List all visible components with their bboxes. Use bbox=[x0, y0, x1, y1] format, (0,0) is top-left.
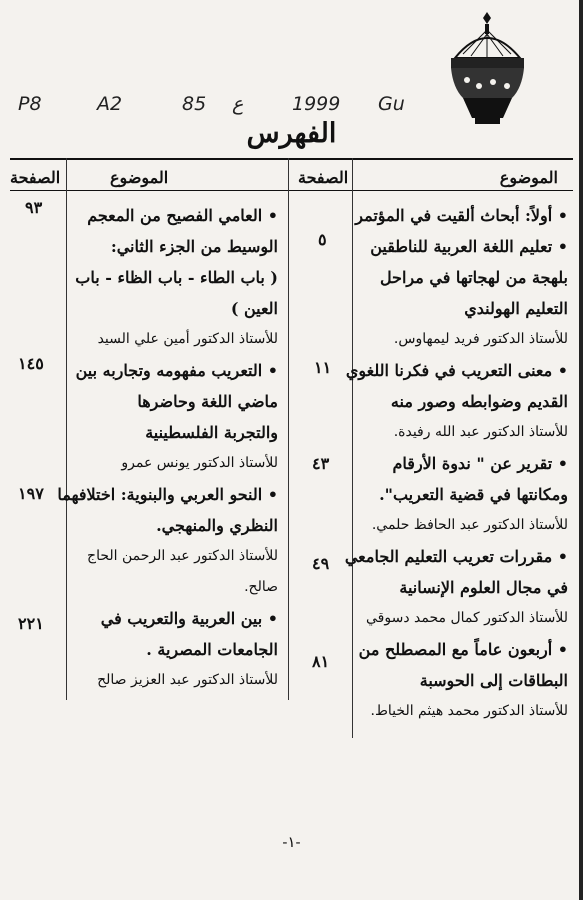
entry-author: للأستاذ الدكتور عبد الرحمن الحاج صالح. bbox=[87, 548, 278, 595]
entry-title-line: • تقرير عن " ندوة الأرقام bbox=[392, 454, 568, 473]
entry-title-line: ( باب الطاء - باب الظاء - باب bbox=[75, 268, 278, 287]
header-rule bbox=[10, 190, 573, 191]
entry-title-line: • معنى التعريب في فكرنا اللغوي bbox=[345, 361, 568, 380]
entry-title-line: في مجال العلوم الإنسانية bbox=[399, 578, 568, 597]
entry-title-line: • أربعون عاماً مع المصطلح من bbox=[358, 640, 568, 659]
entry-page-number: ٨١ bbox=[312, 652, 330, 671]
entry-title-line: بلهجة من لهجاتها في مراحل bbox=[379, 268, 568, 287]
header-page-left: الصفحة bbox=[10, 168, 61, 187]
entry-author: للأستاذ الدكتور كمال محمد دسوقي bbox=[366, 610, 568, 626]
handwritten-mark: 1999 bbox=[292, 93, 341, 115]
entry-author: للأستاذ الدكتور يونس عمرو bbox=[121, 455, 278, 471]
toc-entry bbox=[75, 200, 278, 355]
handwritten-mark: Gu bbox=[378, 93, 405, 115]
emblem-logo bbox=[445, 8, 530, 133]
toc-entry bbox=[350, 634, 568, 727]
entry-title-line: • مقررات تعريب التعليم الجامعي bbox=[344, 547, 568, 566]
handwritten-mark: A2 bbox=[97, 93, 123, 115]
toc-entry bbox=[350, 448, 568, 541]
header-topic-left: الموضوع bbox=[110, 168, 169, 187]
left-page-divider bbox=[66, 158, 67, 700]
entry-title-line: العين ) bbox=[230, 299, 278, 318]
entry-author: للأستاذ الدكتور عبد الله رفيدة. bbox=[393, 424, 568, 440]
toc-entry bbox=[75, 355, 278, 479]
entry-author: للأستاذ الدكتور عبد العزيز صالح bbox=[97, 672, 278, 688]
entry-page-number: ٤٣ bbox=[312, 454, 330, 473]
entry-title-line: ماضي اللغة وحاضرها bbox=[137, 392, 278, 411]
handwritten-mark: 85 bbox=[182, 93, 207, 115]
entry-title-line: والتجربة الفلسطينية bbox=[145, 423, 278, 442]
entry-page-number: ٩٣ bbox=[25, 198, 43, 217]
entry-page-number: ١٤٥ bbox=[18, 354, 44, 373]
toc-right-column bbox=[344, 200, 568, 727]
entry-page-number: ١٩٧ bbox=[18, 484, 44, 503]
toc-entry bbox=[345, 355, 568, 448]
entry-title-line: النظري والمنهجي. bbox=[156, 516, 278, 535]
toc-entry bbox=[350, 200, 568, 231]
entry-title-line: • تعليم اللغة العربية للناطقين bbox=[370, 237, 568, 256]
entry-title-line: • بين العربية والتعريب في bbox=[100, 609, 278, 628]
entry-title-line: • النحو العربي والبنوية: اختلافهما bbox=[57, 485, 278, 504]
entry-title-line: الوسيط من الجزء الثاني: bbox=[110, 237, 278, 256]
header-topic-right: الموضوع bbox=[499, 168, 558, 187]
entry-title-line: ومكانتها في قضية التعريب". bbox=[379, 485, 568, 504]
toc-entry bbox=[350, 231, 568, 355]
entry-page-number: ١١ bbox=[314, 358, 332, 377]
top-rule bbox=[10, 158, 573, 160]
entry-title-line: • العامي الفصيح من المعجم bbox=[87, 206, 278, 225]
entry-title-line: • أولاً: أبحاث ألقيت في المؤتمر bbox=[355, 206, 568, 225]
entry-title-line: • التعريب مفهومه وتجاربه بين bbox=[75, 361, 278, 380]
toc-entry bbox=[78, 603, 278, 696]
entry-page-number: ٥ bbox=[318, 230, 327, 249]
entry-page-number: ٢٢١ bbox=[18, 614, 44, 633]
center-divider bbox=[288, 158, 289, 700]
entry-title-line: التعليم الهولندي bbox=[464, 299, 568, 318]
page-number: -١- bbox=[282, 833, 301, 851]
toc-entry bbox=[57, 479, 278, 603]
header-page-right: الصفحة bbox=[298, 168, 349, 187]
handwritten-mark: ع bbox=[232, 93, 244, 115]
toc-left-column bbox=[57, 200, 278, 696]
entry-author: للأستاذ الدكتور عبد الحافظ حلمي. bbox=[371, 517, 568, 533]
entry-author: للأستاذ الدكتور محمد هيثم الخياط. bbox=[370, 703, 568, 719]
handwritten-mark: P8 bbox=[18, 93, 42, 115]
toc-entry bbox=[344, 541, 568, 634]
entry-title-line: القديم وضوابطه وصور منه bbox=[390, 392, 568, 411]
entry-title-line: البطاقات إلى الحوسبة bbox=[419, 671, 568, 690]
entry-author: للأستاذ الدكتور أمين علي السيد bbox=[97, 331, 278, 347]
entry-title-line: الجامعات المصرية . bbox=[146, 640, 278, 659]
entry-page-number: ٤٩ bbox=[312, 554, 330, 573]
page-title: الفهرس bbox=[246, 118, 337, 149]
entry-author: للأستاذ الدكتور فريد ليمهاوس. bbox=[393, 331, 568, 347]
